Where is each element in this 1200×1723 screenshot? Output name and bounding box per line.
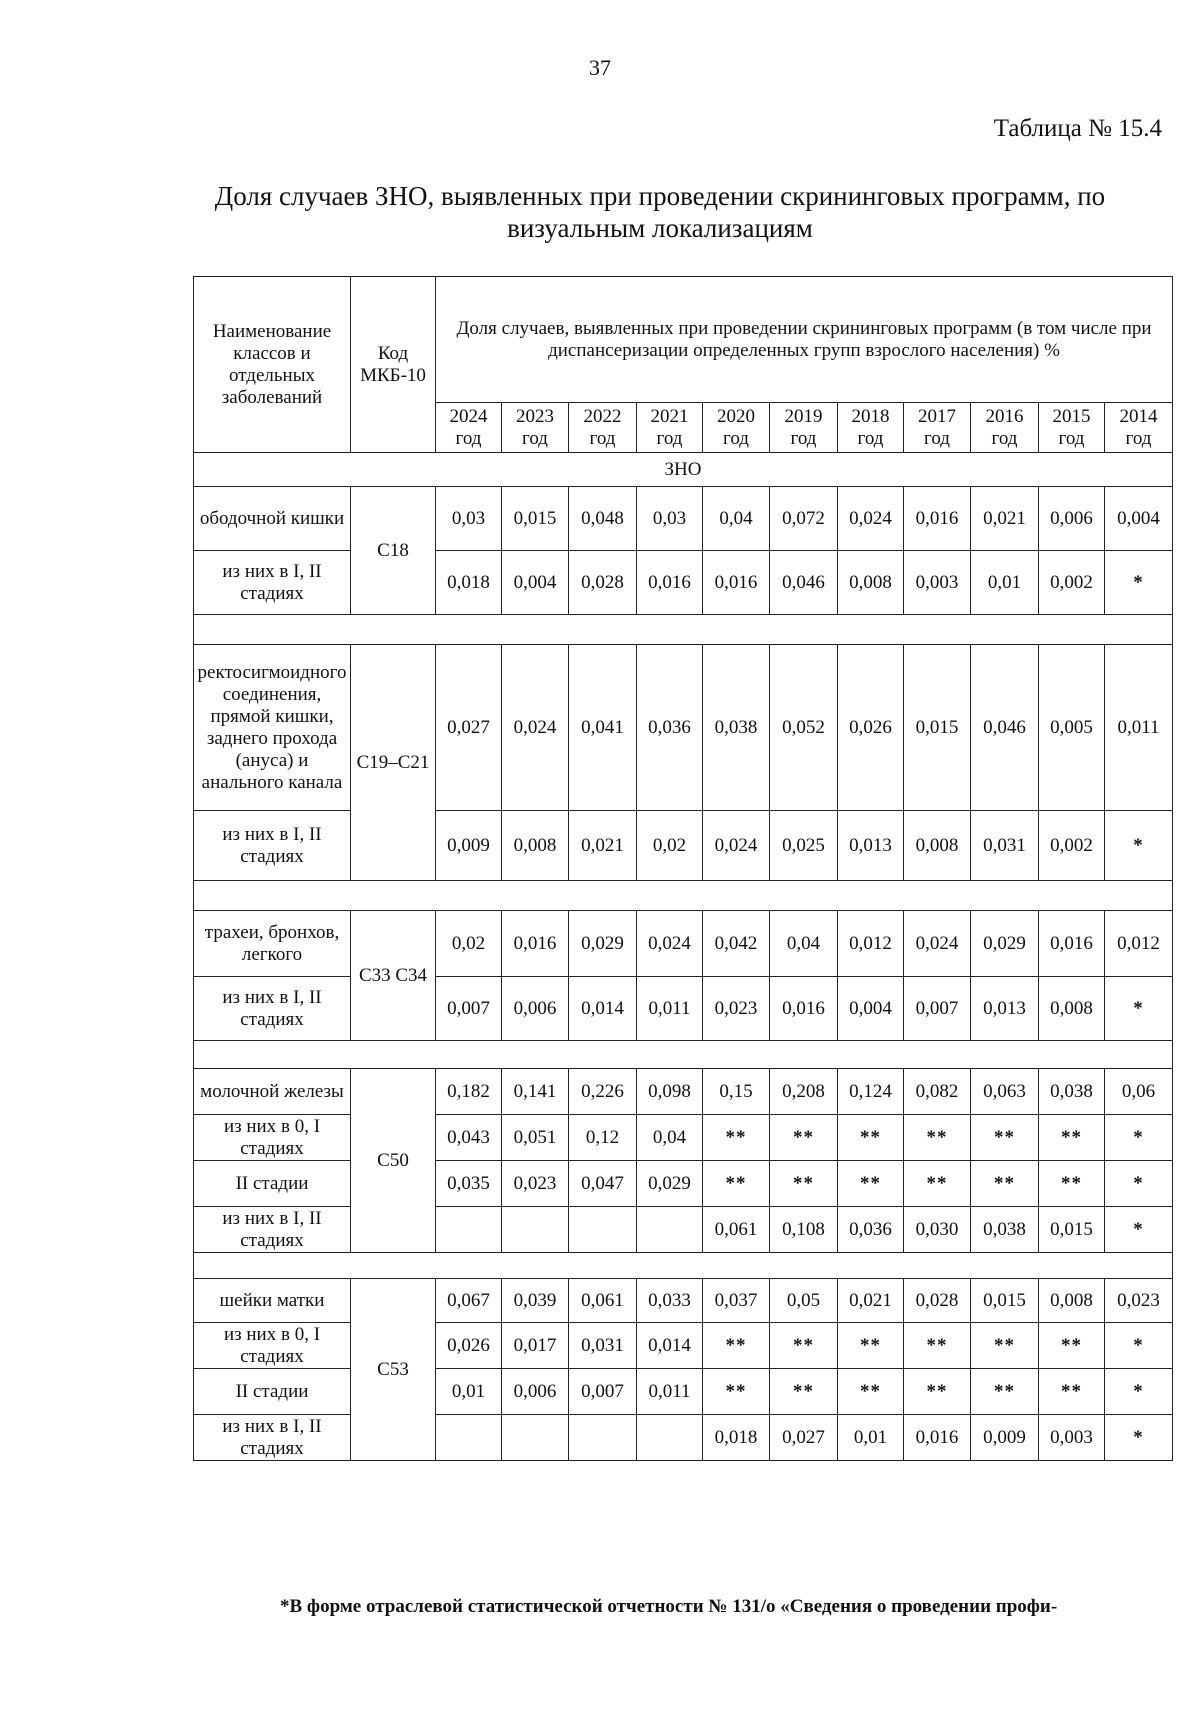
value-cell: 0,009 <box>971 1415 1039 1461</box>
col-name-header: Наименование классов и отдельных заболеваний <box>194 277 351 453</box>
icd-code: С18 <box>351 487 436 615</box>
row-name: из них в I, II стадиях <box>194 811 351 881</box>
value-cell: 0,024 <box>502 645 569 811</box>
value-cell: 0,026 <box>436 1323 502 1369</box>
spacer-row <box>194 615 1173 645</box>
table-row <box>194 1323 1173 1369</box>
year-header: 2014 год <box>1105 403 1173 453</box>
icd-code: С53 <box>351 1279 436 1461</box>
value-cell: ** <box>904 1161 971 1207</box>
table-row <box>194 811 1173 881</box>
spacer-row <box>194 1253 1173 1279</box>
value-cell: 0,023 <box>703 977 770 1041</box>
value-cell: 0,018 <box>703 1415 770 1461</box>
value-cell: 0,046 <box>971 645 1039 811</box>
table-row <box>194 977 1173 1041</box>
value-cell: * <box>1105 811 1173 881</box>
year-header: 2023 год <box>502 403 569 453</box>
year-header: 2018 год <box>838 403 904 453</box>
value-cell: ** <box>703 1161 770 1207</box>
value-cell: 0,035 <box>436 1161 502 1207</box>
value-cell: 0,008 <box>838 551 904 615</box>
value-cell: 0,024 <box>703 811 770 881</box>
value-cell: 0,016 <box>904 1415 971 1461</box>
row-name: из них в I, II стадиях <box>194 1415 351 1461</box>
value-cell: 0,008 <box>1039 1279 1105 1323</box>
value-cell: 0,002 <box>1039 811 1105 881</box>
col-code-header: Код МКБ-10 <box>351 277 436 453</box>
value-cell: 0,017 <box>502 1323 569 1369</box>
value-cell: ** <box>1039 1161 1105 1207</box>
value-cell: 0,048 <box>569 487 637 551</box>
value-cell: 0,046 <box>770 551 838 615</box>
value-cell <box>502 1207 569 1253</box>
value-cell <box>637 1415 703 1461</box>
value-cell: ** <box>971 1369 1039 1415</box>
value-cell: ** <box>838 1369 904 1415</box>
spacer-cell <box>194 615 1173 645</box>
value-cell: 0,024 <box>637 911 703 977</box>
value-cell: 0,015 <box>502 487 569 551</box>
value-cell <box>637 1207 703 1253</box>
value-cell: 0,023 <box>1105 1279 1173 1323</box>
value-cell: 0,014 <box>637 1323 703 1369</box>
value-cell: * <box>1105 1369 1173 1415</box>
group-header: Доля случаев, выявленных при проведении скрининговых программ (в том числе при диспансеризации определенных групп взрослого населения) % <box>436 277 1173 403</box>
row-name: из них в I, II стадиях <box>194 977 351 1041</box>
footnote: *В форме отраслевой статистической отчетности № 131/о «Сведения о проведении профи- <box>280 1596 1058 1617</box>
value-cell: 0,042 <box>703 911 770 977</box>
value-cell: 0,011 <box>637 977 703 1041</box>
value-cell: 0,013 <box>838 811 904 881</box>
icd-code: С33 С34 <box>351 911 436 1041</box>
value-cell: ** <box>703 1323 770 1369</box>
value-cell: 0,031 <box>569 1323 637 1369</box>
table-row <box>194 1415 1173 1461</box>
value-cell: 0,016 <box>904 487 971 551</box>
table-row <box>194 645 1173 811</box>
value-cell: 0,007 <box>904 977 971 1041</box>
title-line-2: визуальным локализациям <box>507 213 813 243</box>
value-cell: 0,036 <box>838 1207 904 1253</box>
value-cell: ** <box>770 1369 838 1415</box>
value-cell: 0,027 <box>770 1415 838 1461</box>
value-cell: 0,041 <box>569 645 637 811</box>
row-name: II стадии <box>194 1369 351 1415</box>
value-cell: 0,028 <box>904 1279 971 1323</box>
table-row <box>194 487 1173 551</box>
value-cell: 0,05 <box>770 1279 838 1323</box>
value-cell: 0,061 <box>569 1279 637 1323</box>
value-cell: 0,043 <box>436 1115 502 1161</box>
value-cell: 0,023 <box>502 1161 569 1207</box>
value-cell: 0,002 <box>1039 551 1105 615</box>
value-cell: 0,208 <box>770 1069 838 1115</box>
table-row <box>194 1161 1173 1207</box>
value-cell: 0,067 <box>436 1279 502 1323</box>
value-cell: * <box>1105 1161 1173 1207</box>
value-cell: 0,141 <box>502 1069 569 1115</box>
value-cell: ** <box>770 1161 838 1207</box>
value-cell: ** <box>971 1115 1039 1161</box>
row-name: из них в I, II стадиях <box>194 1207 351 1253</box>
value-cell <box>502 1415 569 1461</box>
row-name: из них в 0, I стадиях <box>194 1115 351 1161</box>
row-name: шейки матки <box>194 1279 351 1323</box>
document-title <box>150 180 1170 244</box>
value-cell: 0,029 <box>637 1161 703 1207</box>
value-cell: ** <box>971 1161 1039 1207</box>
value-cell: ** <box>904 1323 971 1369</box>
spacer-cell <box>194 1041 1173 1069</box>
value-cell: 0,028 <box>569 551 637 615</box>
value-cell: ** <box>1039 1369 1105 1415</box>
value-cell: 0,12 <box>569 1115 637 1161</box>
section-row <box>194 453 1173 487</box>
value-cell: 0,051 <box>502 1115 569 1161</box>
value-cell: 0,004 <box>502 551 569 615</box>
value-cell: 0,012 <box>1105 911 1173 977</box>
table-row <box>194 1369 1173 1415</box>
value-cell: 0,039 <box>502 1279 569 1323</box>
row-name: молочной железы <box>194 1069 351 1115</box>
value-cell: 0,036 <box>637 645 703 811</box>
value-cell: 0,033 <box>637 1279 703 1323</box>
value-cell: 0,016 <box>770 977 838 1041</box>
year-header: 2016 год <box>971 403 1039 453</box>
value-cell: 0,007 <box>569 1369 637 1415</box>
value-cell: 0,011 <box>1105 645 1173 811</box>
icd-code: С19–С21 <box>351 645 436 881</box>
value-cell: 0,038 <box>1039 1069 1105 1115</box>
value-cell: 0,024 <box>838 487 904 551</box>
value-cell: 0,025 <box>770 811 838 881</box>
row-name: ободочной кишки <box>194 487 351 551</box>
value-cell: 0,016 <box>502 911 569 977</box>
spacer-cell <box>194 1253 1173 1279</box>
table-label: Таблица № 15.4 <box>993 115 1162 142</box>
year-header: 2020 год <box>703 403 770 453</box>
value-cell: 0,029 <box>971 911 1039 977</box>
value-cell: 0,015 <box>971 1279 1039 1323</box>
value-cell: 0,02 <box>637 811 703 881</box>
value-cell: 0,04 <box>703 487 770 551</box>
row-name: ректосигмоидного соединения, прямой кишки, заднего прохода (ануса) и анального канала <box>194 645 351 811</box>
value-cell: 0,047 <box>569 1161 637 1207</box>
value-cell: 0,226 <box>569 1069 637 1115</box>
value-cell: 0,013 <box>971 977 1039 1041</box>
value-cell: 0,038 <box>703 645 770 811</box>
value-cell: ** <box>703 1369 770 1415</box>
header-row <box>194 277 1173 403</box>
value-cell: 0,061 <box>703 1207 770 1253</box>
value-cell: * <box>1105 1415 1173 1461</box>
value-cell: 0,006 <box>502 977 569 1041</box>
value-cell: 0,005 <box>1039 645 1105 811</box>
value-cell <box>436 1415 502 1461</box>
page-number: 37 <box>589 55 611 80</box>
value-cell: * <box>1105 1207 1173 1253</box>
value-cell: 0,04 <box>637 1115 703 1161</box>
value-cell: 0,006 <box>1039 487 1105 551</box>
value-cell <box>569 1415 637 1461</box>
spacer-row <box>194 881 1173 911</box>
value-cell: 0,052 <box>770 645 838 811</box>
value-cell: 0,038 <box>971 1207 1039 1253</box>
value-cell: 0,003 <box>1039 1415 1105 1461</box>
value-cell: 0,098 <box>637 1069 703 1115</box>
value-cell: 0,031 <box>971 811 1039 881</box>
value-cell: 0,03 <box>436 487 502 551</box>
value-cell: 0,03 <box>637 487 703 551</box>
year-header: 2024 год <box>436 403 502 453</box>
year-header: 2022 год <box>569 403 637 453</box>
value-cell: 0,01 <box>971 551 1039 615</box>
value-cell: 0,016 <box>703 551 770 615</box>
spacer-cell <box>194 881 1173 911</box>
value-cell: 0,004 <box>1105 487 1173 551</box>
year-header: 2019 год <box>770 403 838 453</box>
value-cell: 0,015 <box>1039 1207 1105 1253</box>
value-cell: 0,15 <box>703 1069 770 1115</box>
value-cell: ** <box>1039 1115 1105 1161</box>
value-cell <box>569 1207 637 1253</box>
value-cell: ** <box>838 1115 904 1161</box>
value-cell: ** <box>904 1369 971 1415</box>
value-cell: 0,124 <box>838 1069 904 1115</box>
value-cell: 0,063 <box>971 1069 1039 1115</box>
table-row <box>194 1279 1173 1323</box>
value-cell: ** <box>971 1323 1039 1369</box>
value-cell: 0,082 <box>904 1069 971 1115</box>
value-cell: * <box>1105 977 1173 1041</box>
value-cell: 0,011 <box>637 1369 703 1415</box>
value-cell: * <box>1105 551 1173 615</box>
value-cell: * <box>1105 1323 1173 1369</box>
value-cell: ** <box>904 1115 971 1161</box>
value-cell: ** <box>770 1323 838 1369</box>
row-name: трахеи, бронхов, легкого <box>194 911 351 977</box>
value-cell: ** <box>838 1161 904 1207</box>
value-cell: 0,01 <box>436 1369 502 1415</box>
value-cell: 0,026 <box>838 645 904 811</box>
row-name: из них в 0, I стадиях <box>194 1323 351 1369</box>
table-row <box>194 1115 1173 1161</box>
value-cell: 0,012 <box>838 911 904 977</box>
icd-code: С50 <box>351 1069 436 1253</box>
value-cell: 0,006 <box>502 1369 569 1415</box>
data-table <box>193 276 1173 1461</box>
value-cell: 0,007 <box>436 977 502 1041</box>
value-cell: 0,072 <box>770 487 838 551</box>
value-cell: 0,024 <box>904 911 971 977</box>
value-cell: 0,004 <box>838 977 904 1041</box>
value-cell: 0,003 <box>904 551 971 615</box>
value-cell: 0,021 <box>569 811 637 881</box>
value-cell: ** <box>1039 1323 1105 1369</box>
value-cell: 0,030 <box>904 1207 971 1253</box>
value-cell: 0,06 <box>1105 1069 1173 1115</box>
value-cell: ** <box>770 1115 838 1161</box>
value-cell: 0,016 <box>1039 911 1105 977</box>
value-cell: 0,01 <box>838 1415 904 1461</box>
value-cell: * <box>1105 1115 1173 1161</box>
value-cell: 0,018 <box>436 551 502 615</box>
section-title: ЗНО <box>194 453 1173 487</box>
value-cell: 0,015 <box>904 645 971 811</box>
value-cell: 0,021 <box>971 487 1039 551</box>
spacer-row <box>194 1041 1173 1069</box>
row-name: II стадии <box>194 1161 351 1207</box>
value-cell: 0,027 <box>436 645 502 811</box>
value-cell: 0,008 <box>502 811 569 881</box>
value-cell: 0,008 <box>904 811 971 881</box>
value-cell: ** <box>838 1323 904 1369</box>
value-cell: 0,029 <box>569 911 637 977</box>
value-cell: 0,008 <box>1039 977 1105 1041</box>
value-cell: 0,021 <box>838 1279 904 1323</box>
value-cell: 0,016 <box>637 551 703 615</box>
value-cell: 0,182 <box>436 1069 502 1115</box>
value-cell: 0,014 <box>569 977 637 1041</box>
year-header: 2015 год <box>1039 403 1105 453</box>
value-cell: 0,037 <box>703 1279 770 1323</box>
table-row <box>194 551 1173 615</box>
table-row <box>194 1069 1173 1115</box>
value-cell: 0,009 <box>436 811 502 881</box>
year-header: 2017 год <box>904 403 971 453</box>
title-line-1: Доля случаев ЗНО, выявленных при проведении скрининговых программ, по <box>214 181 1106 211</box>
value-cell: 0,04 <box>770 911 838 977</box>
year-header: 2021 год <box>637 403 703 453</box>
row-name: из них в I, II стадиях <box>194 551 351 615</box>
value-cell: 0,108 <box>770 1207 838 1253</box>
value-cell <box>436 1207 502 1253</box>
value-cell: 0,02 <box>436 911 502 977</box>
table-row <box>194 911 1173 977</box>
value-cell: ** <box>703 1115 770 1161</box>
table-row <box>194 1207 1173 1253</box>
